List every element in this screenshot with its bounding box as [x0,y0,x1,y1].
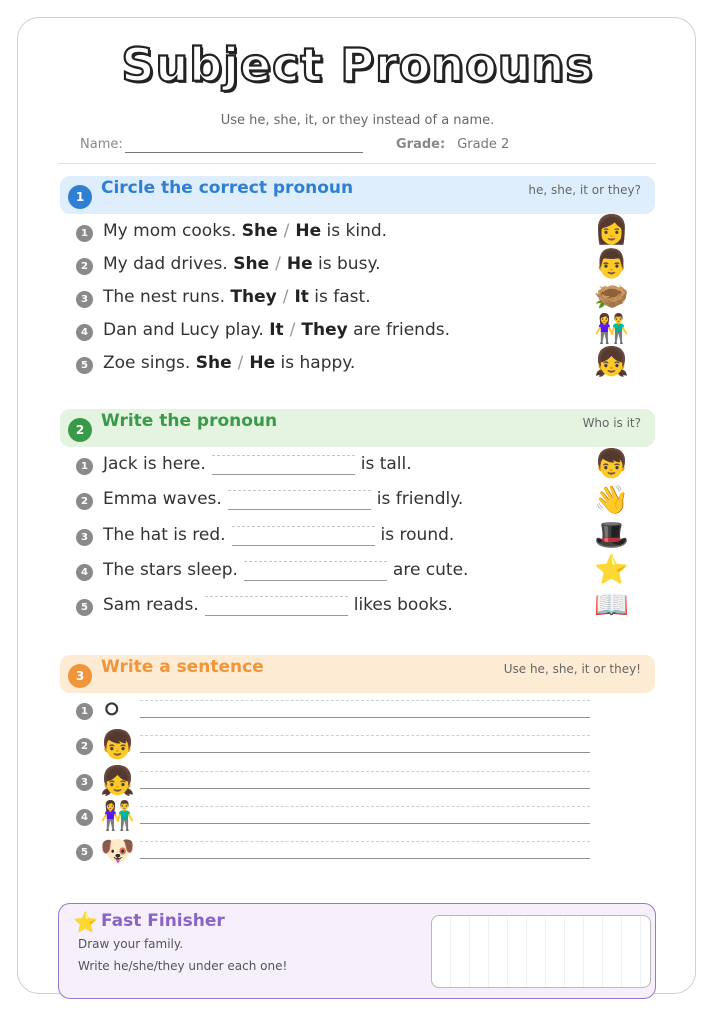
sentence-end: is friendly. [376,489,464,509]
picture-icon: 🐶 [100,834,135,867]
item-number: 4 [76,564,93,581]
section3-heading: Write a sentence [101,657,264,677]
section1-banner [60,176,655,214]
fill-sentence [103,489,463,510]
sentence-start: Zoe sings. [103,353,191,373]
option-separator: / [282,287,289,307]
item-number: 5 [76,357,93,374]
answer-blank[interactable] [228,490,371,510]
section2-number: 2 [68,418,92,442]
item-number: 3 [76,291,93,308]
answer-blank[interactable] [212,455,355,475]
fill-sentence [103,454,412,475]
fill-sentence [103,595,453,616]
sentence-start: The stars sleep. [103,560,238,580]
writing-line[interactable] [140,841,590,859]
sentence-start: Dan and Lucy play. [103,320,264,340]
item-number: 1 [76,703,93,720]
sentence-end: is fast. [314,287,371,307]
page-subtitle: Use he, she, it, or they instead of a name. [220,113,495,128]
item-number: 1 [76,225,93,242]
sentence-end: is busy. [318,254,381,274]
pronoun-option-b[interactable]: They [301,320,348,340]
sentence-end: are cute. [392,560,469,580]
circle-sentence [103,287,371,307]
writing-line[interactable] [140,735,590,753]
fill-sentence [103,560,468,581]
answer-blank[interactable] [232,526,375,546]
picture-icon: 👧 [100,764,135,797]
item-number: 4 [76,809,93,826]
name-label: Name: [80,137,123,152]
sentence-start: The nest runs. [103,287,225,307]
drawing-box[interactable] [431,915,651,988]
sentence-end: is happy. [280,353,356,373]
item-number: 3 [76,774,93,791]
sentence-start: The hat is red. [103,525,226,545]
circle-sentence [103,320,450,340]
circle-sentence [103,254,380,274]
fast-finisher-box [58,903,656,999]
sentence-start: Sam reads. [103,595,199,615]
option-separator: / [289,320,296,340]
name-field[interactable] [125,152,363,153]
grade-label: Grade: [396,137,446,152]
sentence-end: is kind. [326,221,388,241]
item-number: 1 [76,458,93,475]
sentence-start: My mom cooks. [103,221,237,241]
pronoun-option-a[interactable]: It [269,320,284,340]
fast-finisher-line2: Write he/she/they under each one! [78,959,288,973]
picture-icon: 🪹 [594,280,629,313]
sentence-end: are friends. [353,320,451,340]
sentence-end: is round. [380,525,455,545]
sentence-end: is tall. [360,454,412,474]
fast-finisher-line1: Draw your family. [78,937,184,951]
answer-blank[interactable] [244,561,387,581]
section2-heading: Write the pronoun [101,411,278,431]
circle-sentence [103,221,387,241]
pronoun-option-a[interactable]: They [230,287,277,307]
item-number: 5 [76,844,93,861]
sentence-start: My dad drives. [103,254,228,274]
section3-hint: Use he, she, it or they! [503,662,641,676]
star-icon: ⭐ [73,910,98,934]
picture-icon: ⭐ [594,553,629,586]
sentence-start: Emma waves. [103,489,222,509]
grade-row [396,137,509,152]
pronoun-option-b[interactable]: He [249,353,276,373]
sentence-end: likes books. [353,595,453,615]
section3-banner [60,655,655,693]
picture-icon: 👋 [594,483,629,516]
pronoun-option-a[interactable]: She [195,353,232,373]
section1-heading: Circle the correct pronoun [101,178,354,198]
pronoun-option-b[interactable]: He [286,254,313,274]
item-number: 4 [76,324,93,341]
pronoun-option-b[interactable]: It [294,287,309,307]
item-number: 2 [76,493,93,510]
section2-banner [60,409,655,447]
picture-icon: 🎩 [594,518,629,551]
fill-sentence [103,525,454,546]
option-separator: / [283,221,290,241]
writing-line[interactable] [140,806,590,824]
header-divider [58,163,656,164]
fast-finisher-heading: Fast Finisher [101,911,225,931]
picture-icon: 📖 [594,588,629,621]
item-number: 2 [76,258,93,275]
item-number: 2 [76,738,93,755]
item-number: 5 [76,599,93,616]
sentence-start: Jack is here. [103,454,206,474]
pronoun-option-a[interactable]: She [241,221,278,241]
pronoun-option-a[interactable]: She [233,254,270,274]
writing-line[interactable] [140,771,590,789]
section2-hint: Who is it? [582,416,641,430]
circle-sentence [103,353,355,373]
picture-icon: 👫 [594,312,629,345]
picture-icon: 👨 [594,247,629,280]
option-separator: / [237,353,244,373]
picture-icon: ⚪ [100,693,124,726]
section3-number: 3 [68,664,92,688]
page-title: Subject Pronouns [121,38,594,92]
answer-blank[interactable] [205,596,348,616]
section1-hint: he, she, it or they? [528,183,641,197]
option-separator: / [275,254,281,274]
picture-icon: 👩 [594,213,629,246]
pronoun-option-b[interactable]: He [295,221,322,241]
grade-value: Grade 2 [457,137,510,152]
item-number: 3 [76,529,93,546]
picture-icon: 👦 [100,728,135,761]
writing-line[interactable] [140,700,590,718]
picture-icon: 👫 [100,799,135,832]
picture-icon: 👦 [594,447,629,480]
section1-number: 1 [68,185,92,209]
picture-icon: 👧 [594,345,629,378]
